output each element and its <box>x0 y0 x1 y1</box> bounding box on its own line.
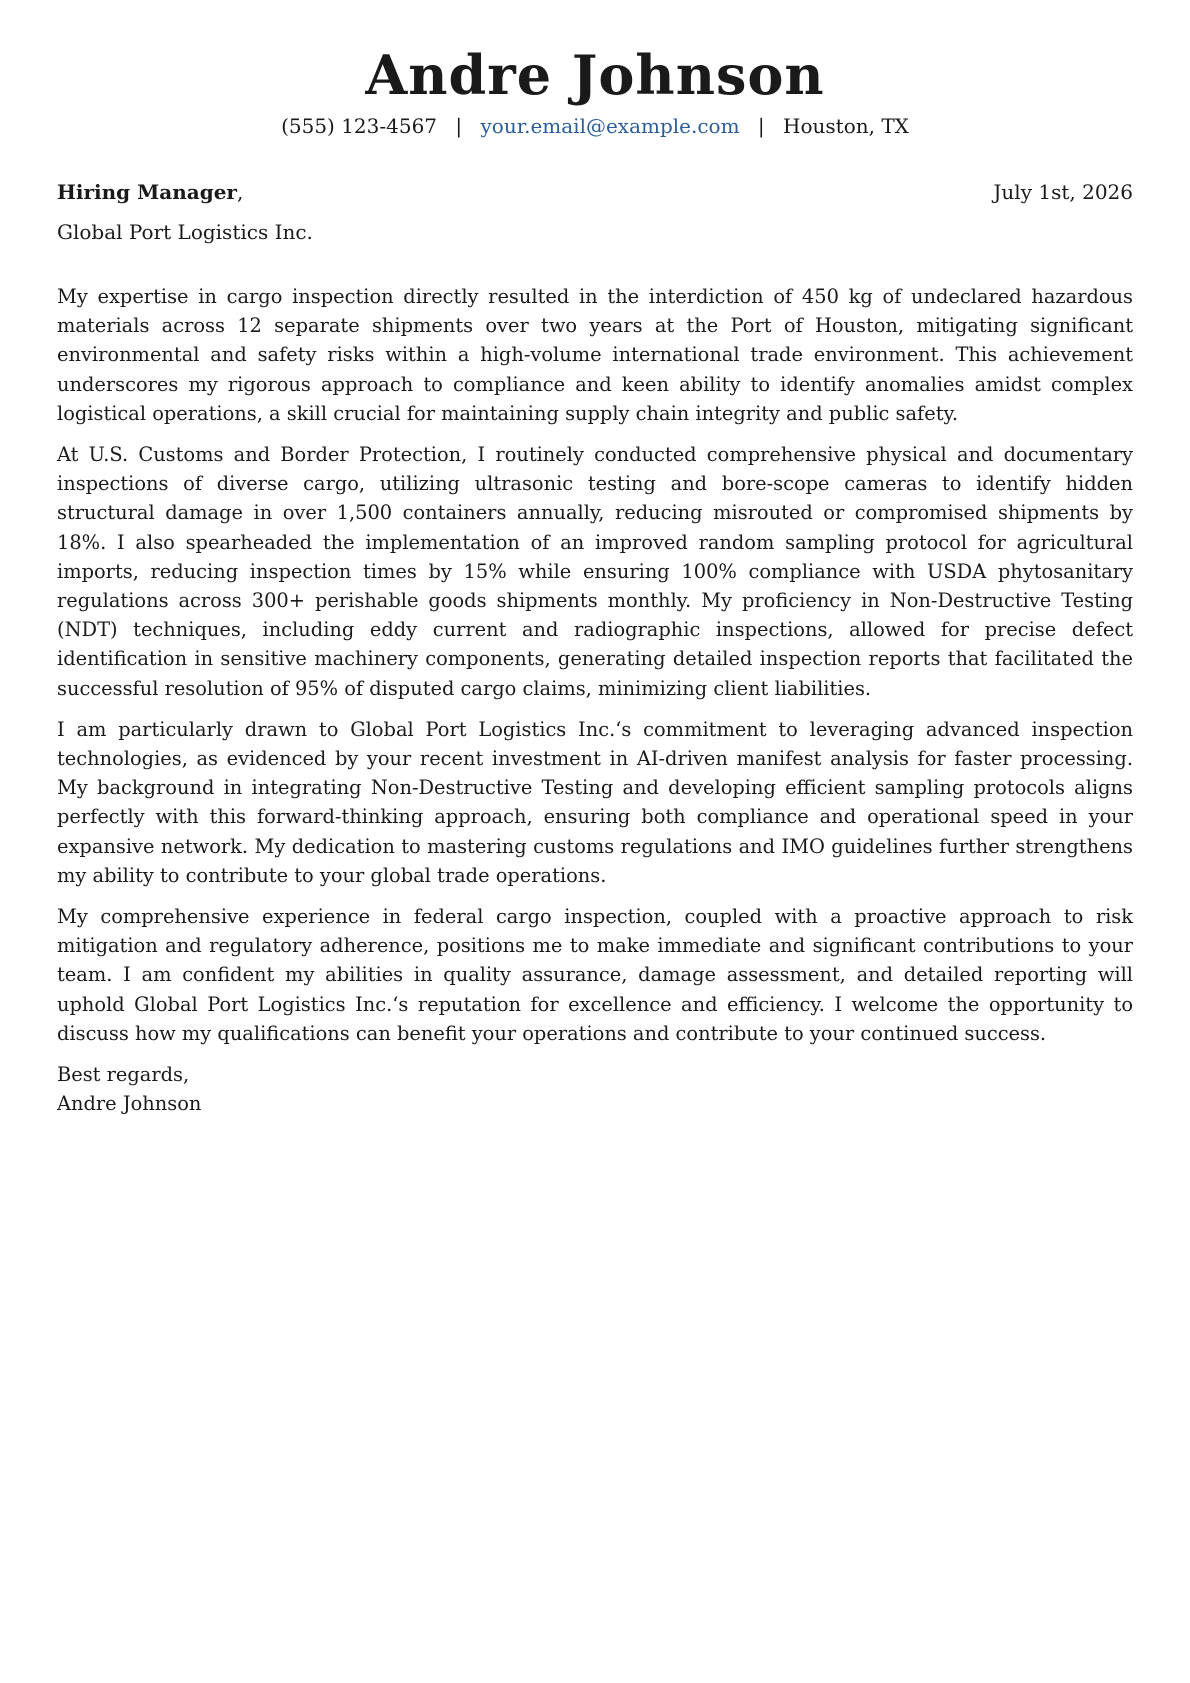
contact-separator: | <box>455 114 463 138</box>
location: Houston, TX <box>783 114 909 138</box>
body-paragraph: At U.S. Customs and Border Protection, I routinely conducted comprehensive physical and documentary inspections of diverse cargo, utilizing ultrasonic testing and bore-scope cameras to identify hidden structural damage in over 1,500 containers annually, reducing misrouted or compromised shipments by 18%. I also spearheaded the implementation of an improved random sampling protocol for agricultural imports, reducing inspection times by 15% while ensuring 100% compliance with USDA phytosanitary regulations across 300+ perishable goods shipments monthly. My proficiency in Non-Destructive Testing (NDT) techniques, including eddy current and radiographic inspections, allowed for precise defect identification in sensitive machinery components, generating detailed inspection reports that facilitated the successful resolution of 95% of disputed cargo claims, minimizing client liabilities. <box>57 443 1133 700</box>
letter-body <box>57 282 1133 1118</box>
closing-salutation: Best regards, <box>57 1063 190 1087</box>
email-link[interactable]: your.email@example.com <box>480 114 740 138</box>
letter-date: July 1st, 2026 <box>993 180 1133 204</box>
recipient-row <box>57 178 1133 206</box>
body-paragraph: I am particularly drawn to Global Port Logistics Inc.‘s commitment to leveraging advanced inspection technologies, as evidenced by your recent investment in AI-driven manifest analysis for faster processing. My background in integrating Non-Destructive Testing and developing efficient sampling protocols aligns perfectly with this forward-thinking approach, ensuring both compliance and operational speed in your expansive network. My dedication to mastering customs regulations and IMO guidelines further strengthens my ability to contribute to your global trade operations. <box>57 717 1133 887</box>
applicant-name: Andre Johnson <box>365 43 825 107</box>
body-paragraph: My comprehensive experience in federal cargo inspection, coupled with a proactive approach to risk mitigation and regulatory adherence, positions me to make immediate and significant contributions to your team. I am confident my abilities in quality assurance, damage assessment, and detailed reporting will uphold Global Port Logistics Inc.‘s reputation for excellence and efficiency. I welcome the opportunity to discuss how my qualifications can benefit your operations and contribute to your continued success. <box>57 905 1133 1045</box>
recipient-company: Global Port Logistics Inc. <box>57 220 313 244</box>
contact-line <box>0 112 1190 140</box>
recipient-name: Hiring Manager <box>57 180 237 204</box>
phone-number: (555) 123-4567 <box>281 114 438 138</box>
recipient-salutation <box>57 178 243 206</box>
letter-closing <box>57 1060 1133 1118</box>
body-paragraph: My expertise in cargo inspection directly resulted in the interdiction of 450 kg of undeclared hazardous materials across 12 separate shipments over two years at the Port of Houston, mitigating significant environmental and safety risks within a high-volume international trade environment. This achievement underscores my rigorous approach to compliance and keen ability to identify anomalies amidst complex logistical operations, a skill crucial for maintaining supply chain integrity and public safety. <box>57 285 1133 425</box>
closing-signature: Andre Johnson <box>57 1092 202 1116</box>
contact-separator: | <box>757 114 765 138</box>
recipient-name-suffix: , <box>236 180 244 204</box>
